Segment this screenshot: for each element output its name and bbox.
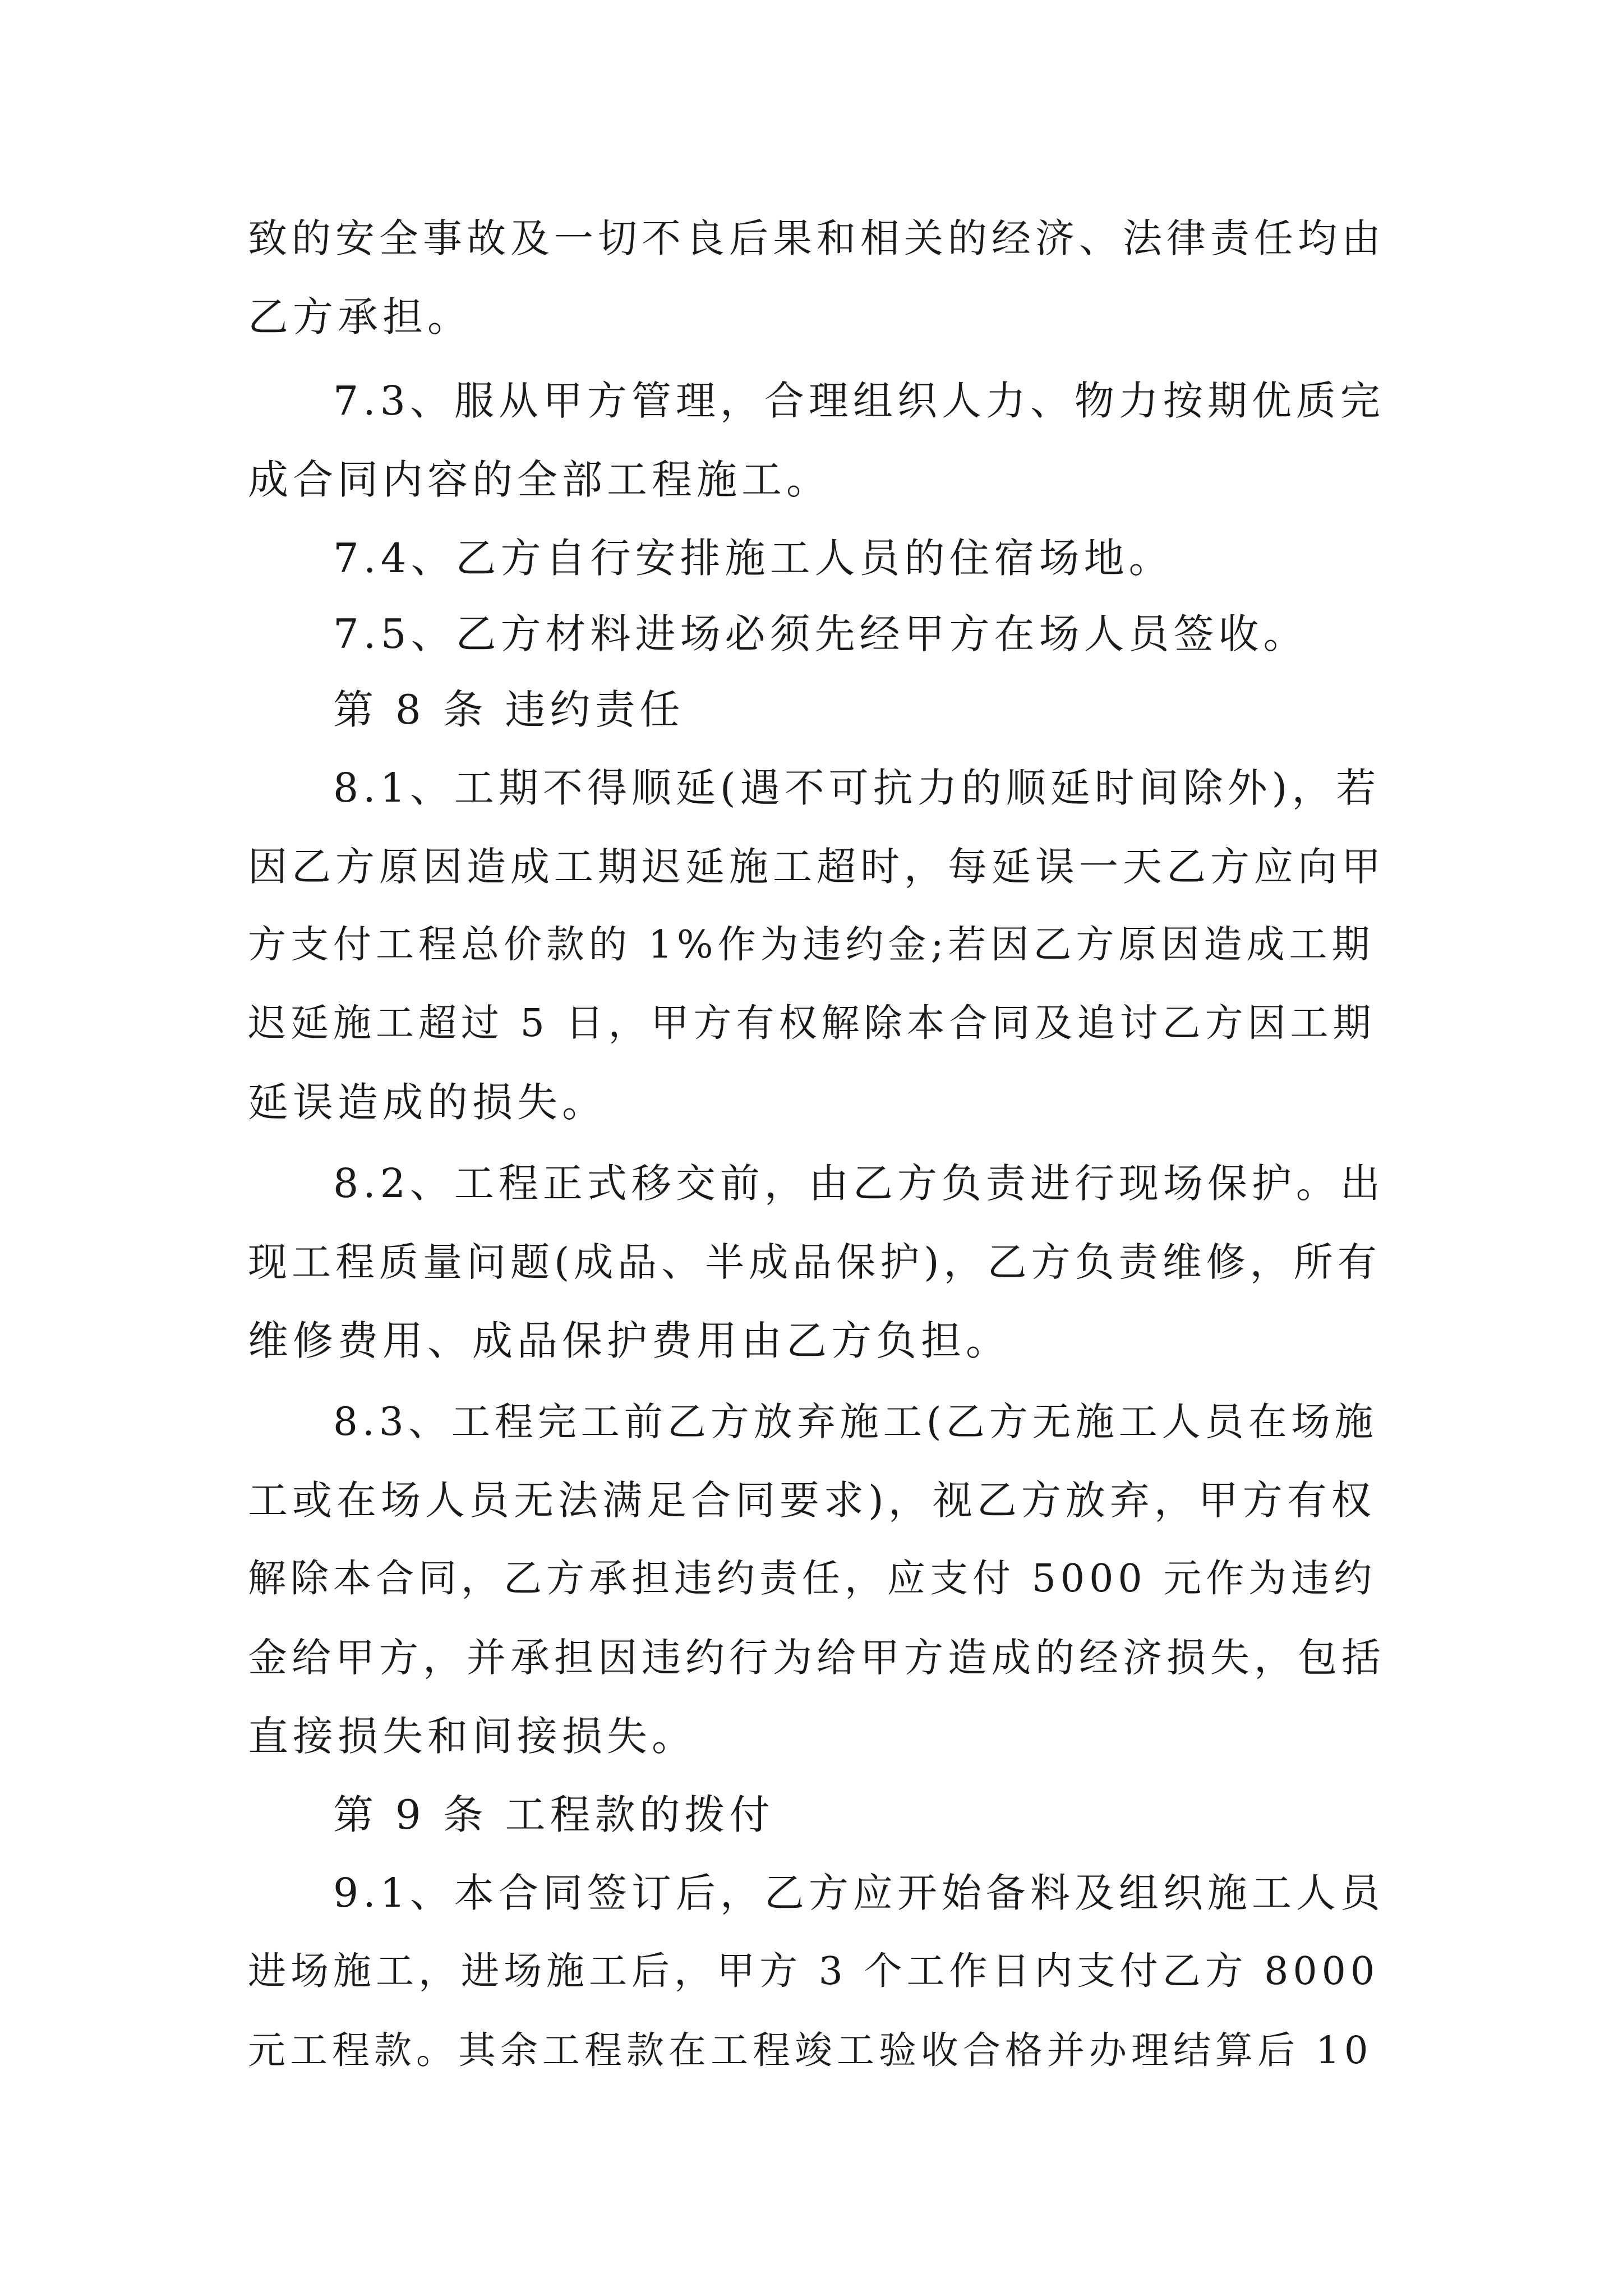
clause-8-3: 8.3、工程完工前乙方放弃施工(乙方无施工人员在场施 bbox=[333, 1400, 1378, 1444]
text-line: 直接损失和间接损失。 bbox=[248, 1713, 697, 1760]
clause-8-1: 8.1、工期不得顺延(遇不可抗力的顺延时间除外)，若 bbox=[333, 765, 1381, 811]
text-line: 致的安全事故及一切不良后果和相关的经济、法律责任均由 bbox=[248, 215, 1385, 261]
text-line: 因乙方原因造成工期迟延施工超时，每延误一天乙方应向甲 bbox=[248, 844, 1385, 890]
text-line: 工或在场人员无法满足合同要求)，视乙方放弃，甲方有权 bbox=[248, 1477, 1376, 1524]
text-line: 金给甲方，并承担因违约行为给甲方造成的经济损失，包括 bbox=[248, 1635, 1385, 1681]
text-line: 进场施工，进场施工后，甲方 3 个工作日内支付乙方 8000 bbox=[248, 1949, 1380, 1994]
text-line: 元工程款。其余工程款在工程竣工验收合格并办理结算后 10 bbox=[248, 2028, 1373, 2072]
text-line: 方支付工程总价款的 1%作为违约金;若因乙方原因造成工期 bbox=[248, 923, 1375, 967]
text-line: 迟延施工超过 5 日，甲方有权解除本合同及追讨乙方因工期 bbox=[248, 1001, 1376, 1046]
clause-7-5: 7.5、乙方材料进场必须先经甲方在场人员签收。 bbox=[333, 610, 1308, 657]
article-8-heading: 第 8 条 违约责任 bbox=[333, 686, 685, 733]
article-9-heading: 第 9 条 工程款的拨付 bbox=[333, 1791, 774, 1838]
text-line: 现工程质量问题(成品、半成品保护)，乙方负责维修，所有 bbox=[248, 1239, 1381, 1285]
text-line: 延误造成的损失。 bbox=[248, 1079, 607, 1126]
text-line: 解除本合同，乙方承担违约责任，应支付 5000 元作为违约 bbox=[248, 1557, 1377, 1601]
clause-9-1: 9.1、本合同签订后，乙方应开始备料及组织施工人员 bbox=[333, 1870, 1385, 1916]
text-line: 成合同内容的全部工程施工。 bbox=[248, 456, 832, 503]
clause-7-4: 7.4、乙方自行安排施工人员的住宿场地。 bbox=[333, 535, 1174, 582]
text-line: 乙方承担。 bbox=[248, 293, 473, 341]
text-line: 维修费用、成品保护费用由乙方负担。 bbox=[248, 1317, 1011, 1364]
clause-7-3: 7.3、服从甲方管理，合理组织人力、物力按期优质完 bbox=[333, 378, 1385, 424]
clause-8-2: 8.2、工程正式移交前，由乙方负责进行现场保护。出 bbox=[333, 1160, 1385, 1207]
